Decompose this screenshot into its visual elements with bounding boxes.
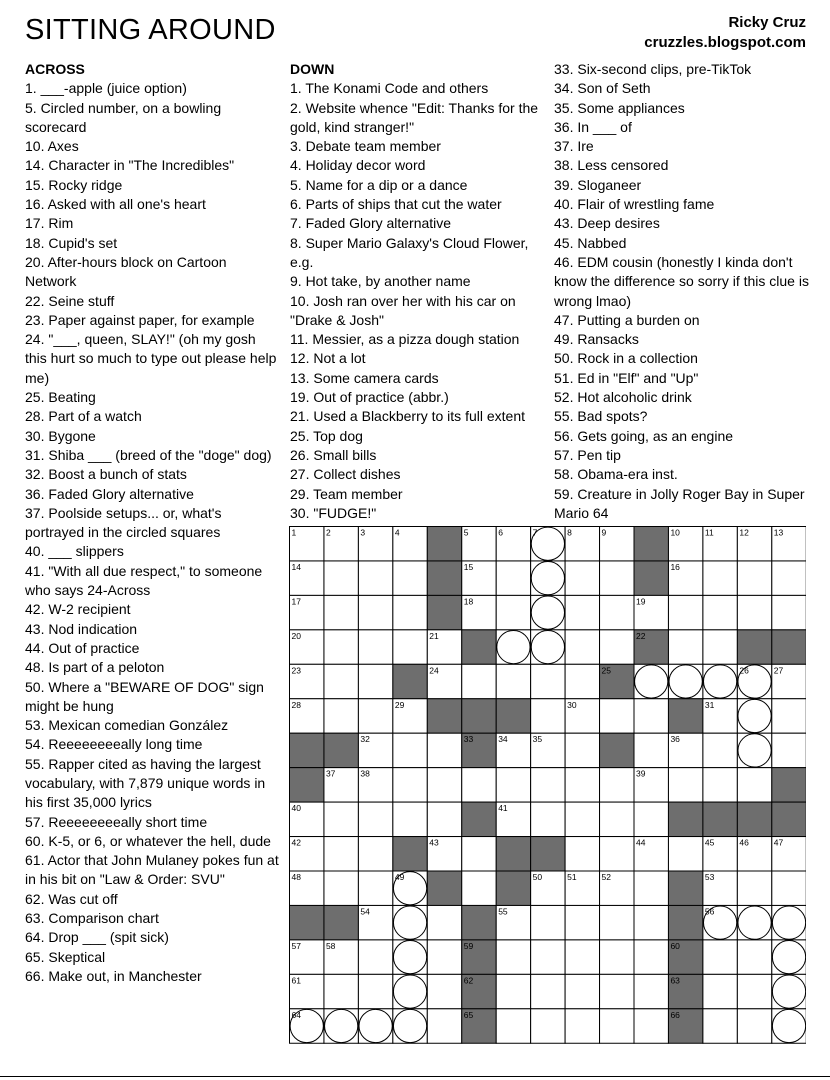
clue[interactable]: 66. Make out, in Manchester — [25, 967, 202, 984]
cell-number: 4 — [394, 527, 400, 538]
grid-block — [703, 802, 737, 836]
cell-number: 24 — [429, 665, 439, 676]
clue[interactable]: 58. Obama-era inst. — [554, 466, 678, 483]
grid-block — [290, 905, 324, 939]
down-clue-list-continued — [554, 60, 809, 523]
clue[interactable]: 34. Son of Seth — [554, 80, 651, 97]
cell-number: 33 — [463, 734, 474, 745]
clue[interactable]: 25. Top dog — [290, 427, 363, 444]
clue[interactable]: 27. Collect dishes — [290, 466, 401, 483]
grid-cell[interactable] — [324, 561, 358, 595]
grid-cell[interactable] — [393, 733, 427, 767]
grid-block — [737, 802, 771, 836]
grid-block — [427, 595, 461, 629]
clue[interactable]: 40. ___ slippers — [25, 543, 124, 560]
grid-cell[interactable] — [634, 905, 668, 939]
cell-number: 66 — [670, 1009, 680, 1020]
grid-cell[interactable] — [358, 802, 392, 836]
grid-cell[interactable] — [358, 940, 392, 974]
grid-cell[interactable] — [600, 630, 634, 664]
cell-number: 64 — [291, 1009, 301, 1020]
cell-number: 28 — [291, 699, 301, 710]
grid-cell[interactable] — [737, 595, 771, 629]
cell-number: 48 — [291, 872, 301, 882]
author-name: Ricky Cruz — [728, 14, 806, 31]
clue[interactable]: 22. Seine stuff — [25, 292, 115, 309]
grid-cell[interactable] — [772, 561, 806, 595]
grid-cell[interactable] — [565, 802, 599, 836]
cell-number: 16 — [670, 561, 680, 572]
cell-number: 47 — [773, 837, 784, 848]
grid-block — [427, 561, 461, 595]
clue[interactable]: 48. Is part of a peloton — [25, 659, 165, 676]
cell-number: 58 — [325, 940, 336, 951]
clue[interactable]: 59. Creature in Jolly Roger Bay in Super Mario 64 — [554, 485, 805, 521]
clue[interactable]: 56. Gets going, as an engine — [554, 427, 734, 444]
clue[interactable]: 36. Faded Glory alternative — [25, 485, 194, 502]
grid-cell[interactable] — [565, 768, 599, 802]
grid-cell[interactable] — [358, 871, 392, 905]
cell-number: 10 — [670, 527, 680, 538]
clue[interactable]: 57. Pen tip — [554, 446, 621, 463]
grid-cell[interactable] — [565, 630, 599, 664]
clue[interactable]: 40. Flair of wrestling fame — [554, 196, 715, 213]
cell-number: 6 — [498, 527, 503, 538]
cell-number: 62 — [463, 975, 474, 986]
cell-number: 57 — [291, 940, 301, 951]
grid-cell[interactable] — [565, 595, 599, 629]
clue[interactable]: 13. Some camera cards — [290, 369, 439, 386]
grid-cell[interactable] — [565, 905, 599, 939]
grid-block — [496, 871, 530, 905]
clue[interactable]: 26. Small bills — [290, 446, 377, 463]
clue[interactable]: 63. Comparison chart — [25, 910, 159, 927]
grid-cell[interactable] — [600, 1009, 634, 1043]
clue[interactable]: 54. Reeeeeeeeally long time — [25, 736, 203, 753]
cell-number: 39 — [636, 768, 646, 779]
grid-cell[interactable] — [600, 699, 634, 733]
clue[interactable]: 55. Rapper cited as having the largest vocabulary, with 7,879 unique words in his first 35,000 lyrics — [25, 755, 266, 811]
cell-number: 29 — [394, 699, 405, 710]
grid-cell[interactable] — [393, 595, 427, 629]
grid-cell[interactable] — [496, 561, 530, 595]
grid-block — [393, 664, 427, 698]
clue[interactable]: 6. Parts of ships that cut the water — [290, 196, 502, 213]
grid-cell[interactable] — [565, 561, 599, 595]
grid-block — [737, 630, 771, 664]
grid-cell[interactable] — [462, 871, 496, 905]
cell-number: 46 — [739, 837, 749, 848]
cell-number: 12 — [739, 527, 749, 538]
grid-block — [531, 837, 565, 871]
cell-number: 61 — [291, 975, 301, 986]
grid-cell[interactable] — [668, 768, 702, 802]
cell-number: 35 — [532, 734, 543, 745]
clue[interactable]: 14. Character in "The Incredibles" — [25, 157, 235, 174]
grid-block — [427, 699, 461, 733]
grid-cell[interactable] — [565, 733, 599, 767]
clue[interactable]: 20. After-hours block on Cartoon Network — [25, 253, 227, 290]
cell-number: 54 — [360, 906, 370, 917]
clue[interactable]: 15. Rocky ridge — [25, 176, 123, 193]
clue[interactable]: 4. Holiday decor word — [290, 157, 426, 174]
cell-number: 23 — [291, 665, 301, 676]
grid-cell[interactable] — [634, 974, 668, 1008]
grid-cell[interactable] — [496, 768, 530, 802]
grid-cell[interactable] — [531, 905, 565, 939]
cell-number: 18 — [463, 596, 474, 607]
grid-cell[interactable] — [737, 1009, 771, 1043]
grid-block — [462, 905, 496, 939]
cell-number: 3 — [360, 527, 366, 538]
clue[interactable]: 32. Boost a bunch of stats — [25, 466, 187, 483]
grid-cell[interactable] — [427, 940, 461, 974]
grid-block — [462, 802, 496, 836]
grid-cell[interactable] — [531, 974, 565, 1008]
grid-cell[interactable] — [496, 974, 530, 1008]
clue[interactable]: 64. Drop ___ (spit sick) — [25, 929, 169, 946]
grid-block — [324, 733, 358, 767]
crossword-grid[interactable] — [289, 526, 806, 1044]
grid-cell[interactable] — [634, 733, 668, 767]
clue[interactable]: 12. Not a lot — [290, 350, 366, 367]
clue[interactable]: 10. Axes — [25, 138, 79, 155]
grid-cell[interactable] — [737, 974, 771, 1008]
clue[interactable]: 35. Some appliances — [554, 99, 685, 116]
cell-number: 45 — [704, 837, 715, 848]
clue[interactable]: 62. Was cut off — [25, 890, 118, 907]
grid-cell[interactable] — [600, 802, 634, 836]
grid-cell[interactable] — [462, 768, 496, 802]
grid-cell[interactable] — [358, 699, 392, 733]
cell-number: 32 — [360, 734, 370, 745]
cell-number: 60 — [670, 940, 680, 951]
grid-block — [668, 871, 702, 905]
author-website[interactable]: cruzzles.blogspot.com — [644, 34, 806, 51]
grid-cell[interactable] — [324, 871, 358, 905]
grid-block — [393, 837, 427, 871]
cell-number: 30 — [567, 699, 577, 710]
bottom-rule — [0, 1076, 830, 1077]
across-clue-list — [25, 79, 280, 986]
cell-number: 63 — [670, 975, 680, 986]
grid-cell[interactable] — [393, 802, 427, 836]
clue[interactable]: 57. Reeeeeeeeally short time — [25, 813, 208, 830]
cell-number: 59 — [463, 940, 474, 951]
grid-block — [427, 871, 461, 905]
clue[interactable]: 30. "FUDGE!" — [290, 504, 377, 521]
grid-cell[interactable] — [565, 664, 599, 698]
grid-block — [496, 699, 530, 733]
clue[interactable]: 21. Used a Blackberry to its full extent — [290, 408, 525, 425]
grid-block — [324, 905, 358, 939]
clue[interactable]: 37. Poolside setups... or, what's portrayed in the circled squares — [25, 504, 222, 541]
grid-cell[interactable] — [427, 802, 461, 836]
grid-cell[interactable] — [565, 974, 599, 1008]
grid-cell[interactable] — [772, 595, 806, 629]
grid-cell[interactable] — [531, 802, 565, 836]
grid-block — [668, 905, 702, 939]
cell-number: 49 — [394, 872, 405, 882]
grid-cell[interactable] — [600, 940, 634, 974]
clue[interactable]: 53. Mexican comedian González — [25, 717, 229, 734]
cell-number: 21 — [429, 630, 439, 641]
cell-number: 27 — [773, 665, 784, 676]
down-heading: DOWN — [290, 61, 335, 77]
grid-cell[interactable] — [358, 561, 392, 595]
clue[interactable]: 46. EDM cousin (honestly I kinda don't know the difference so sorry if this clue is wrong lmao) — [554, 253, 809, 309]
grid-cell[interactable] — [358, 630, 392, 664]
grid-cell[interactable] — [600, 768, 634, 802]
author-block — [644, 13, 806, 53]
grid-cell[interactable] — [634, 871, 668, 905]
cell-number: 13 — [773, 527, 784, 538]
grid-cell[interactable] — [324, 595, 358, 629]
grid-cell[interactable] — [324, 974, 358, 1008]
grid-cell[interactable] — [634, 699, 668, 733]
grid-cell[interactable] — [634, 802, 668, 836]
cell-number: 14 — [291, 561, 301, 572]
grid-cell[interactable] — [427, 1009, 461, 1043]
clue[interactable]: 1. The Konami Code and others — [290, 80, 489, 97]
clue[interactable]: 3. Debate team member — [290, 138, 441, 155]
clue[interactable]: 5. Circled number, on a bowling scorecard — [25, 99, 222, 135]
cell-number: 55 — [498, 906, 508, 917]
grid-block — [427, 527, 461, 561]
grid-cell[interactable] — [393, 768, 427, 802]
across-clues-column — [25, 60, 280, 986]
grid-cell[interactable] — [737, 561, 771, 595]
grid-cell[interactable] — [324, 837, 358, 871]
grid-cell[interactable] — [737, 940, 771, 974]
grid-cell[interactable] — [600, 561, 634, 595]
grid-cell[interactable] — [324, 802, 358, 836]
cell-number: 19 — [636, 596, 646, 607]
cell-number: 40 — [291, 803, 301, 814]
grid-cell[interactable] — [496, 664, 530, 698]
cell-number: 31 — [704, 699, 715, 710]
grid-cell[interactable] — [324, 630, 358, 664]
grid-cell[interactable] — [634, 1009, 668, 1043]
cell-number: 56 — [704, 906, 715, 917]
grid-cell[interactable] — [737, 768, 771, 802]
clue[interactable]: 10. Josh ran over her with his car on "Drake & Josh" — [290, 292, 516, 328]
grid-cell[interactable] — [737, 871, 771, 905]
grid-cell[interactable] — [565, 1009, 599, 1043]
cell-number: 38 — [360, 768, 370, 779]
grid-cell[interactable] — [703, 561, 737, 595]
cell-number: 41 — [498, 803, 508, 814]
cell-number: 7 — [532, 527, 538, 538]
grid-cell[interactable] — [358, 837, 392, 871]
clue[interactable]: 61. Actor that John Mulaney pokes fun at in his bit on "Law & Order: SVU" — [25, 852, 279, 888]
grid-cell[interactable] — [600, 905, 634, 939]
clue[interactable]: 24. "___, queen, SLAY!" (oh my gosh this hurt so much to type out please help me) — [25, 331, 277, 386]
clue[interactable]: 18. Cupid's set — [25, 234, 118, 251]
clue[interactable]: 44. Out of practice — [25, 639, 140, 656]
grid-cell[interactable] — [462, 664, 496, 698]
cell-number: 44 — [636, 837, 646, 848]
grid-cell[interactable] — [324, 699, 358, 733]
grid-block — [496, 837, 530, 871]
clue[interactable]: 2. Website whence "Edit: Thanks for the gold, kind stranger!" — [290, 99, 539, 135]
grid-block — [668, 802, 702, 836]
grid-cell[interactable] — [427, 905, 461, 939]
cell-number: 43 — [429, 837, 439, 848]
grid-cell[interactable] — [393, 630, 427, 664]
clue[interactable]: 50. Where a "BEWARE OF DOG" sign might be hung — [25, 678, 264, 714]
grid-block — [290, 733, 324, 767]
cell-number: 36 — [670, 734, 680, 745]
grid-cell[interactable] — [600, 595, 634, 629]
grid-cell[interactable] — [393, 561, 427, 595]
cell-number: 5 — [463, 527, 469, 538]
grid-cell[interactable] — [600, 974, 634, 1008]
cell-number: 25 — [601, 665, 612, 676]
grid-cell[interactable] — [600, 837, 634, 871]
clue[interactable]: 9. Hot take, by another name — [290, 273, 471, 290]
grid-cell[interactable] — [703, 595, 737, 629]
cell-number: 8 — [567, 527, 572, 538]
grid-block — [772, 630, 806, 664]
grid-cell[interactable] — [358, 664, 392, 698]
grid-block — [462, 699, 496, 733]
grid-cell[interactable] — [427, 733, 461, 767]
clue[interactable]: 38. Less censored — [554, 157, 669, 174]
clue[interactable]: 41. "With all due respect," to someone who says 24-Across — [25, 562, 263, 599]
grid-cell[interactable] — [427, 768, 461, 802]
grid-cell[interactable] — [703, 1009, 737, 1043]
grid-cell[interactable] — [703, 940, 737, 974]
puzzle-title: SITTING AROUND — [25, 14, 276, 46]
clue[interactable]: 43. Deep desires — [554, 215, 660, 232]
clue[interactable]: 30. Bygone — [25, 427, 96, 444]
grid-cell[interactable] — [668, 837, 702, 871]
cell-number: 17 — [291, 596, 301, 607]
cell-number: 1 — [291, 527, 297, 538]
grid-cell[interactable] — [496, 595, 530, 629]
cell-number: 22 — [636, 630, 646, 641]
clue[interactable]: 55. Bad spots? — [554, 408, 648, 425]
clue[interactable]: 7. Faded Glory alternative — [290, 215, 452, 232]
grid-cell[interactable] — [358, 595, 392, 629]
cell-number: 51 — [567, 872, 577, 882]
clue[interactable]: 47. Putting a burden on — [554, 311, 700, 328]
cell-number: 9 — [601, 527, 607, 538]
grid-cell[interactable] — [531, 940, 565, 974]
grid-block — [600, 733, 634, 767]
cell-number: 2 — [325, 527, 331, 538]
cell-number: 11 — [704, 527, 714, 538]
clue[interactable]: 5. Name for a dip or a dance — [290, 176, 468, 193]
grid-cell[interactable] — [703, 630, 737, 664]
clue[interactable]: 16. Asked with all one's heart — [25, 196, 206, 213]
grid-block — [772, 802, 806, 836]
cell-number: 15 — [463, 561, 474, 572]
clue[interactable]: 42. W-2 recipient — [25, 601, 131, 618]
grid-cell[interactable] — [703, 768, 737, 802]
grid-cell[interactable] — [531, 664, 565, 698]
grid-cell[interactable] — [358, 974, 392, 1008]
clue[interactable]: 11. Messier, as a pizza dough station — [290, 331, 520, 348]
clue[interactable]: 17. Rim — [25, 215, 74, 232]
clue[interactable]: 45. Nabbed — [554, 234, 627, 251]
grid-cell[interactable] — [531, 1009, 565, 1043]
clue[interactable]: 1. ___-apple (juice option) — [25, 80, 187, 97]
grid-block — [290, 768, 324, 802]
clue[interactable]: 36. In ___ of — [554, 118, 632, 135]
grid-cell[interactable] — [772, 733, 806, 767]
down-clue-list — [290, 79, 545, 523]
clue[interactable]: 60. K-5, or 6, or whatever the hell, dude — [25, 832, 271, 849]
grid-cell[interactable] — [565, 837, 599, 871]
cell-number: 53 — [704, 872, 715, 882]
grid-block — [772, 768, 806, 802]
grid-cell[interactable] — [496, 940, 530, 974]
clue[interactable]: 33. Six-second clips, pre-TikTok — [554, 61, 752, 77]
clue[interactable]: 52. Hot alcoholic drink — [554, 389, 692, 406]
clue[interactable]: 39. Sloganeer — [554, 176, 642, 193]
clue[interactable]: 19. Out of practice (abbr.) — [290, 389, 449, 406]
grid-cell[interactable] — [324, 664, 358, 698]
down-clues-column-continued — [554, 60, 809, 523]
cell-number: 20 — [291, 630, 301, 641]
clue[interactable]: 50. Rock in a collection — [554, 350, 698, 367]
cell-number: 26 — [739, 665, 749, 676]
clue[interactable]: 23. Paper against paper, for example — [25, 311, 255, 328]
grid-cell[interactable] — [668, 595, 702, 629]
clue[interactable]: 37. Ire — [554, 138, 594, 155]
clue[interactable]: 65. Skeptical — [25, 948, 106, 965]
grid-block — [668, 699, 702, 733]
grid-cell[interactable] — [496, 1009, 530, 1043]
grid-block — [634, 561, 668, 595]
clue[interactable]: 51. Ed in "Elf" and "Up" — [554, 369, 699, 386]
cell-number: 42 — [291, 837, 301, 848]
clue[interactable]: 28. Part of a watch — [25, 408, 142, 425]
grid-cell[interactable] — [772, 871, 806, 905]
clue[interactable]: 31. Shiba ___ (breed of the "doge" dog) — [25, 446, 272, 463]
grid-cell[interactable] — [668, 630, 702, 664]
grid-cell[interactable] — [427, 974, 461, 1008]
cell-number: 37 — [325, 768, 336, 779]
cell-number: 65 — [463, 1009, 474, 1020]
cell-number: 52 — [601, 872, 612, 882]
grid-cell[interactable] — [772, 699, 806, 733]
clue[interactable]: 43. Nod indication — [25, 620, 138, 637]
grid-block — [634, 527, 668, 561]
down-clues-column — [290, 60, 545, 523]
cell-number: 50 — [532, 872, 543, 882]
grid-block — [462, 630, 496, 664]
grid-cell[interactable] — [565, 940, 599, 974]
cell-number: 34 — [498, 734, 508, 745]
grid-cell[interactable] — [634, 940, 668, 974]
clue[interactable]: 8. Super Mario Galaxy's Cloud Flower, e.g. — [290, 234, 529, 270]
grid-cell[interactable] — [703, 733, 737, 767]
clue[interactable]: 25. Beating — [25, 389, 96, 406]
clue[interactable]: 29. Team member — [290, 485, 403, 502]
across-heading: ACROSS — [25, 61, 85, 77]
grid-cell[interactable] — [462, 837, 496, 871]
grid-cell[interactable] — [703, 974, 737, 1008]
grid-cell[interactable] — [531, 699, 565, 733]
clue[interactable]: 49. Ransacks — [554, 331, 639, 348]
grid-cell[interactable] — [531, 768, 565, 802]
